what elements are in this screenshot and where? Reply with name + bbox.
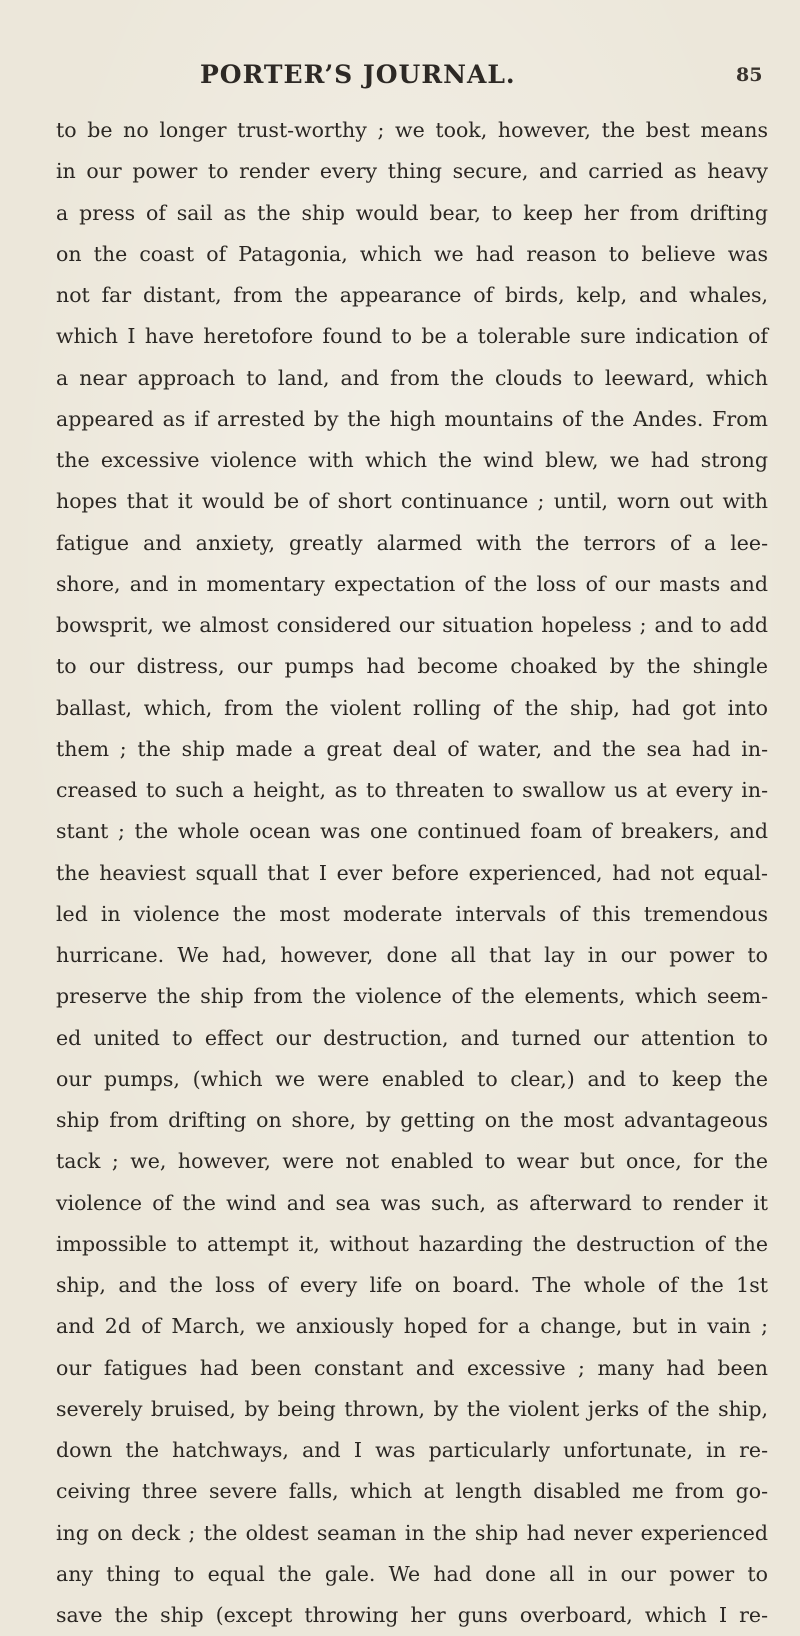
text-line: led in violence the most moderate intervals of this tremendous bbox=[56, 901, 768, 926]
text-line: ship, and the loss of every life on board. The whole of the 1st bbox=[56, 1273, 768, 1297]
text-line: violence of the wind and sea was such, as afterward to render it bbox=[56, 1190, 768, 1215]
text-line: our pumps, (which we were enabled to clear,) and to keep the bbox=[56, 1066, 768, 1091]
text-line: a near approach to land, and from the clouds to leeward, which bbox=[56, 365, 768, 390]
running-title: PORTER’S JOURNAL. bbox=[200, 60, 516, 89]
text-line: not far distant, from the appearance of birds, kelp, and whales, bbox=[56, 283, 768, 307]
text-line: in our power to render every thing secure, and carried as heavy bbox=[56, 159, 768, 184]
running-head bbox=[0, 60, 800, 100]
text-line: hopes that it would be of short continuance ; until, worn out with bbox=[56, 489, 768, 514]
text-line: to be no longer trust-worthy ; we took, however, the best means bbox=[56, 118, 768, 142]
text-line: ed united to effect our destruction, and turned our attention to bbox=[56, 1025, 768, 1050]
text-line: fatigue and anxiety, greatly alarmed with the terrors of a lee- bbox=[56, 530, 768, 555]
text-line: appeared as if arrested by the high mountains of the Andes. From bbox=[56, 406, 768, 431]
text-line: stant ; the whole ocean was one continued foam of breakers, and bbox=[56, 819, 768, 844]
text-line: ship from drifting on shore, by getting on the most advantageous bbox=[56, 1108, 768, 1132]
text-line: severely bruised, by being thrown, by the violent jerks of the ship, bbox=[56, 1396, 768, 1421]
body-text bbox=[56, 110, 768, 1636]
text-line: down the hatchways, and I was particularly unfortunate, in re- bbox=[56, 1438, 768, 1462]
text-line: shore, and in momentary expectation of the loss of our masts and bbox=[56, 571, 768, 596]
text-line: ballast, which, from the violent rolling of the ship, had got into bbox=[56, 695, 768, 720]
text-line: and 2d of March, we anxiously hoped for a change, but in vain ; bbox=[56, 1314, 768, 1339]
text-line: our fatigues had been constant and excessive ; many had been bbox=[56, 1355, 768, 1380]
text-line: which I have heretofore found to be a tolerable sure indication of bbox=[56, 324, 768, 349]
text-line: the heaviest squall that I ever before experienced, had not equal- bbox=[56, 860, 768, 885]
text-line: save the ship (except throwing her guns overboard, which I re- bbox=[56, 1603, 768, 1627]
text-line: ing on deck ; the oldest seaman in the ship had never experienced bbox=[56, 1520, 768, 1545]
text-line: ceiving three severe falls, which at length disabled me from go- bbox=[56, 1479, 768, 1504]
text-line: on the coast of Patagonia, which we had reason to believe was bbox=[56, 241, 768, 266]
page-number: 85 bbox=[736, 64, 763, 86]
text-line: hurricane. We had, however, done all that lay in our power to bbox=[56, 943, 768, 967]
text-line: tack ; we, however, were not enabled to wear but once, for the bbox=[56, 1149, 768, 1174]
text-line: preserve the ship from the violence of the elements, which seem- bbox=[56, 984, 768, 1009]
text-line: creased to such a height, as to threaten to swallow us at every in- bbox=[56, 778, 768, 802]
text-line: to our distress, our pumps had become choaked by the shingle bbox=[56, 654, 768, 679]
text-line: bowsprit, we almost considered our situation hopeless ; and to add bbox=[56, 613, 768, 637]
text-line: impossible to attempt it, without hazarding the destruction of the bbox=[56, 1231, 768, 1256]
text-line: them ; the ship made a great deal of water, and the sea had in- bbox=[56, 736, 768, 761]
text-line: any thing to equal the gale. We had done all in our power to bbox=[56, 1561, 768, 1586]
text-line: a press of sail as the ship would bear, to keep her from drifting bbox=[56, 200, 768, 225]
text-line: the excessive violence with which the wind blew, we had strong bbox=[56, 448, 768, 472]
